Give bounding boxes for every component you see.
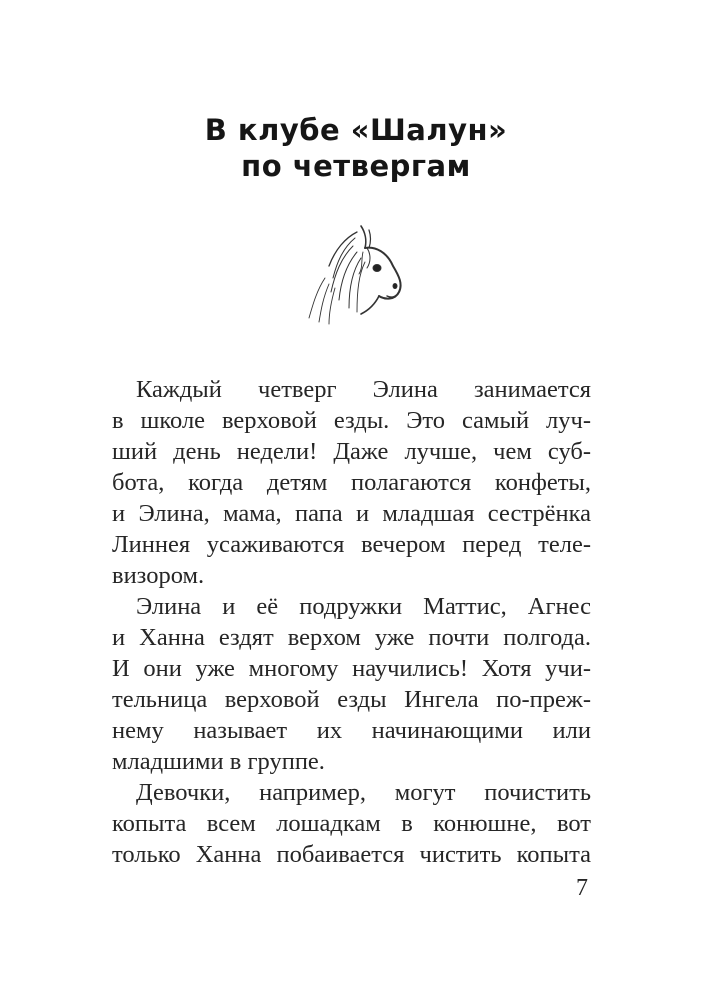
chapter-title xyxy=(0,112,712,184)
text-line: копыта всем лошадкам в конюшне, вот xyxy=(112,810,591,837)
body-text xyxy=(112,374,591,870)
text-line: ший день недели! Даже лучше, чем суб- xyxy=(112,438,591,465)
text-line: Каждый четверг Элина занимается xyxy=(136,376,591,403)
text-line: тельница верховой езды Ингела по-преж- xyxy=(112,686,591,713)
text-line: Девочки, например, могут почистить xyxy=(136,779,591,806)
chapter-title-line-2: по четвергам xyxy=(241,149,471,183)
text-line: нему называет их начинающими или xyxy=(112,717,591,744)
text-line: И они уже многому научились! Хотя учи- xyxy=(112,655,591,682)
text-line: только Ханна побаивается чистить копыта xyxy=(112,841,591,868)
text-line: Линнея усаживаются вечером перед теле- xyxy=(112,531,591,558)
pony-head-illustration xyxy=(295,218,415,328)
text-line: и Ханна ездят верхом уже почти полгода. xyxy=(112,624,591,651)
text-line: бота, когда детям полагаются конфеты, xyxy=(112,469,591,496)
text-line: в школе верховой езды. Это самый луч- xyxy=(112,407,591,434)
chapter-title-line-1: В клубе «Шалун» xyxy=(204,113,508,147)
text-line: младшими в группе. xyxy=(112,748,325,775)
page-number: 7 xyxy=(576,875,588,901)
text-line: Элина и её подружки Маттис, Агнес xyxy=(136,593,591,620)
text-line: и Элина, мама, папа и младшая сестрёнка xyxy=(112,500,591,527)
text-line: визором. xyxy=(112,562,205,589)
